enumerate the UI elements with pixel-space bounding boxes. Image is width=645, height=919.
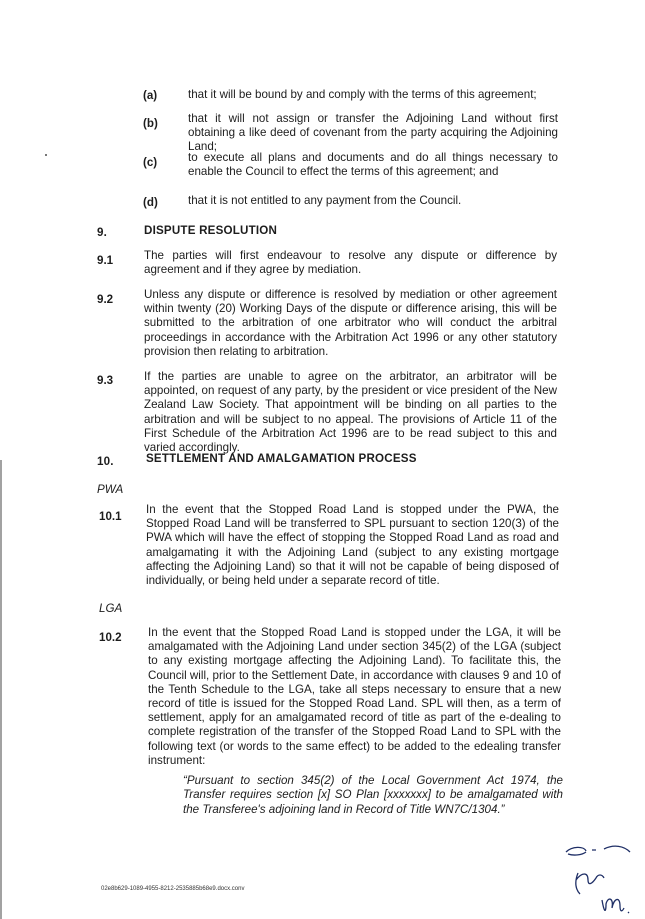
subheading-pwa: PWA	[97, 483, 124, 496]
clause-text-b: that it will not assign or transfer the Adjoining Land without first obtaining a like deed of covenant from the party acquiring the Adjoining Land;	[188, 112, 558, 154]
clause-9-1-label: 9.1	[97, 254, 114, 267]
subheading-lga: LGA	[99, 602, 123, 615]
section-10-number: 10.	[97, 455, 114, 468]
section-9-number: 9.	[97, 226, 108, 239]
clause-9-1-text: The parties will first endeavour to resolve any dispute or difference by agreement and if they agree by mediation.	[144, 249, 557, 277]
clause-label-a: (a)	[143, 89, 158, 102]
clause-10-1-label: 10.1	[99, 510, 122, 523]
clause-text-c: to execute all plans and documents and do all things necessary to enable the Council to effect the terms of this agreement; and	[188, 151, 558, 179]
clause-label-d: (d)	[143, 196, 158, 209]
amalgamation-quote: “Pursuant to section 345(2) of the Local Government Act 1974, the Transfer requires section [x] SO Plan [xxxxxxx] to be amalgamated with the Transferee's adjoining land in Record of Title WN7C/1304.”	[183, 774, 563, 816]
section-10-title: SETTLEMENT AND AMALGAMATION PROCESS	[146, 452, 417, 465]
clause-9-3-text: If the parties are unable to agree on the arbitrator, an arbitrator will be appointed, on request of any party, by the president or vice president of the New Zealand Law Society. That appointment will be binding on all parties to the arbitration and will be subject to no appeal. The provisions of Article 11 of the First Schedule of the Arbitration Act 1996 are to be read subject to this and varied accordingly.	[144, 370, 557, 455]
clause-10-1-text: In the event that the Stopped Road Land is stopped under the PWA, the Stopped Road Land will be transferred to SPL pursuant to section 120(3) of the PWA which will have the effect of stopping the Stopped Road Land as road and amalgamating it with the Adjoining Land (subject to any existing mortgage affecting the Adjoining Land) so that it will not be capable of being disposed of individually, or being held under a separate record of title.	[146, 503, 559, 588]
section-9-title: DISPUTE RESOLUTION	[144, 224, 278, 237]
clause-10-2-label: 10.2	[99, 631, 122, 644]
clause-9-2-text: Unless any dispute or difference is resolved by mediation or other agreement within twenty (20) Working Days of the dispute or difference arising, this will be submitted to the arbitration of one arbitrator who will conduct the arbitral proceedings in accordance with the Arbitration Act 1996 or any other statutory provision then relating to arbitration.	[144, 288, 557, 358]
document-footer-id: 02e8b629-1089-4955-8212-2535885b68e9.docx.conv	[101, 886, 245, 892]
scan-speck	[45, 154, 47, 156]
clause-10-2-text: In the event that the Stopped Road Land is stopped under the LGA, it will be amalgamated with the Adjoining Land under section 345(2) of the LGA (subject to any existing mortgage affecting the Adjoining Land). To facilitate this, the Council will, prior to the Settlement Date, in accordance with clauses 9 and 10 of the Tenth Schedule to the LGA, take all steps necessary to ensure that a new record of title is issued for the Stopped Road Land. SPL will then, as a term of settlement, apply for an amalgamated record of title as part of the e-dealing to complete registration of the transfer of the Stopped Road Land to SPL with the following text (or words to the same effect) to be added to the edealing transfer instrument:	[148, 626, 561, 767]
clause-9-2-label: 9.2	[97, 293, 114, 306]
clause-9-3-label: 9.3	[97, 374, 114, 387]
handwritten-initials	[558, 838, 638, 916]
scan-edge	[0, 460, 2, 919]
clause-text-d: that it is not entitled to any payment from the Council.	[188, 194, 462, 207]
clause-label-c: (c)	[143, 156, 158, 169]
clause-text-a: that it will be bound by and comply with the terms of this agreement;	[188, 88, 537, 101]
clause-label-b: (b)	[143, 117, 158, 130]
